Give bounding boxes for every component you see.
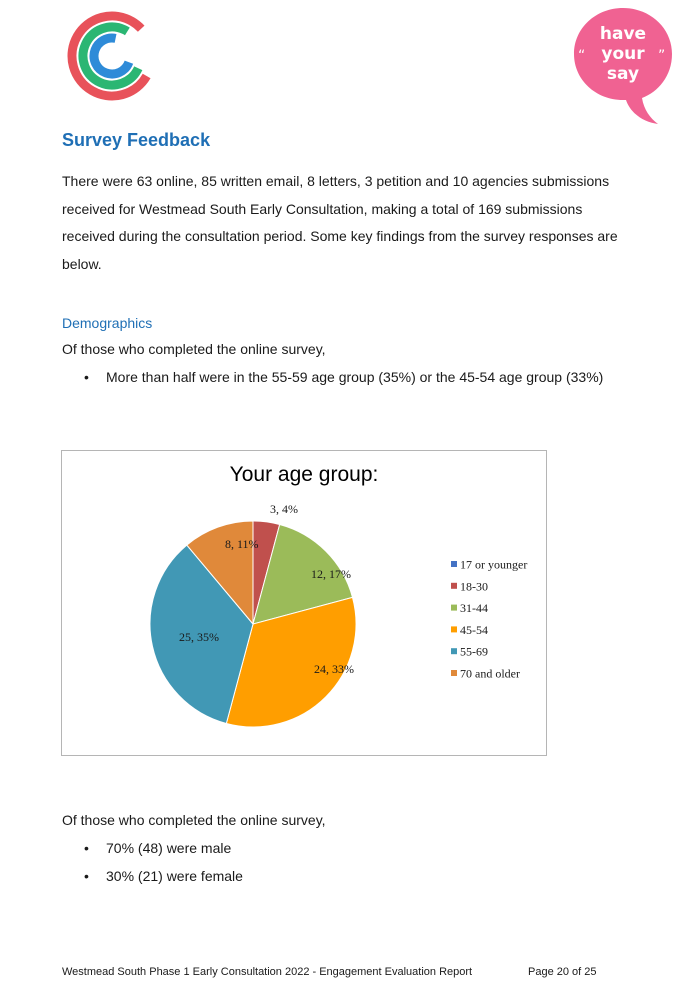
slice-label: 8, 11% xyxy=(225,537,259,551)
legend-swatch xyxy=(451,583,457,589)
section-title: Survey Feedback xyxy=(62,130,211,150)
legend-entry: 31-44 xyxy=(460,601,488,616)
slice-label: 12, 17% xyxy=(311,567,351,581)
svg-text:“: “ xyxy=(578,48,586,64)
logo-line-2: your xyxy=(601,44,645,64)
have-your-say-logo xyxy=(570,4,676,128)
chart-title: Your age group: xyxy=(229,463,379,486)
bullet-item: • More than half were in the 55-59 age group (35%) or the 45-54 age group (33%) xyxy=(62,364,622,392)
legend-entry: 70 and older xyxy=(460,666,520,681)
footer-report-title: Westmead South Phase 1 Early Consultation 2022 - Engagement Evaluation Report xyxy=(62,966,473,978)
legend-entry: 17 or younger xyxy=(460,557,528,572)
pie-chart-svg xyxy=(62,451,546,755)
demographics-bullets xyxy=(62,364,622,392)
slice-label: 3, 4% xyxy=(270,502,298,516)
slice-label: 24, 33% xyxy=(314,662,354,676)
legend-entry: 45-54 xyxy=(460,622,488,637)
legend-entry: 55-69 xyxy=(460,644,488,659)
legend-entry: 18-30 xyxy=(460,579,488,594)
logo-line-1: have xyxy=(599,24,647,44)
legend-swatch xyxy=(451,626,457,632)
logo-line-3: say xyxy=(606,64,640,84)
gender-lead: Of those who completed the online survey, xyxy=(62,812,326,828)
gender-bullets xyxy=(62,835,622,890)
bullet-item: • 30% (21) were female xyxy=(62,863,622,891)
legend-swatch xyxy=(451,605,457,611)
demographics-lead: Of those who completed the online survey, xyxy=(62,341,326,357)
legend-swatch xyxy=(451,648,457,654)
slice-label: 25, 35% xyxy=(179,630,219,644)
demographics-heading: Demographics xyxy=(62,315,153,331)
legend-swatch xyxy=(451,561,457,567)
intro-paragraph: There were 63 online, 85 written email, 8 letters, 3 petition and 10 agencies submissions received for Westmead South Early Consultation, making a total of 169 submissions received during the consultation period. Some key findings from the survey responses are below. xyxy=(62,173,618,272)
legend-swatch xyxy=(451,670,457,676)
bullet-item: • 70% (48) were male xyxy=(62,835,622,863)
council-logo xyxy=(64,6,160,106)
footer-page-number: Page 20 of 25 xyxy=(528,966,597,978)
age-group-chart xyxy=(61,450,547,756)
svg-text:”: ” xyxy=(658,48,666,64)
